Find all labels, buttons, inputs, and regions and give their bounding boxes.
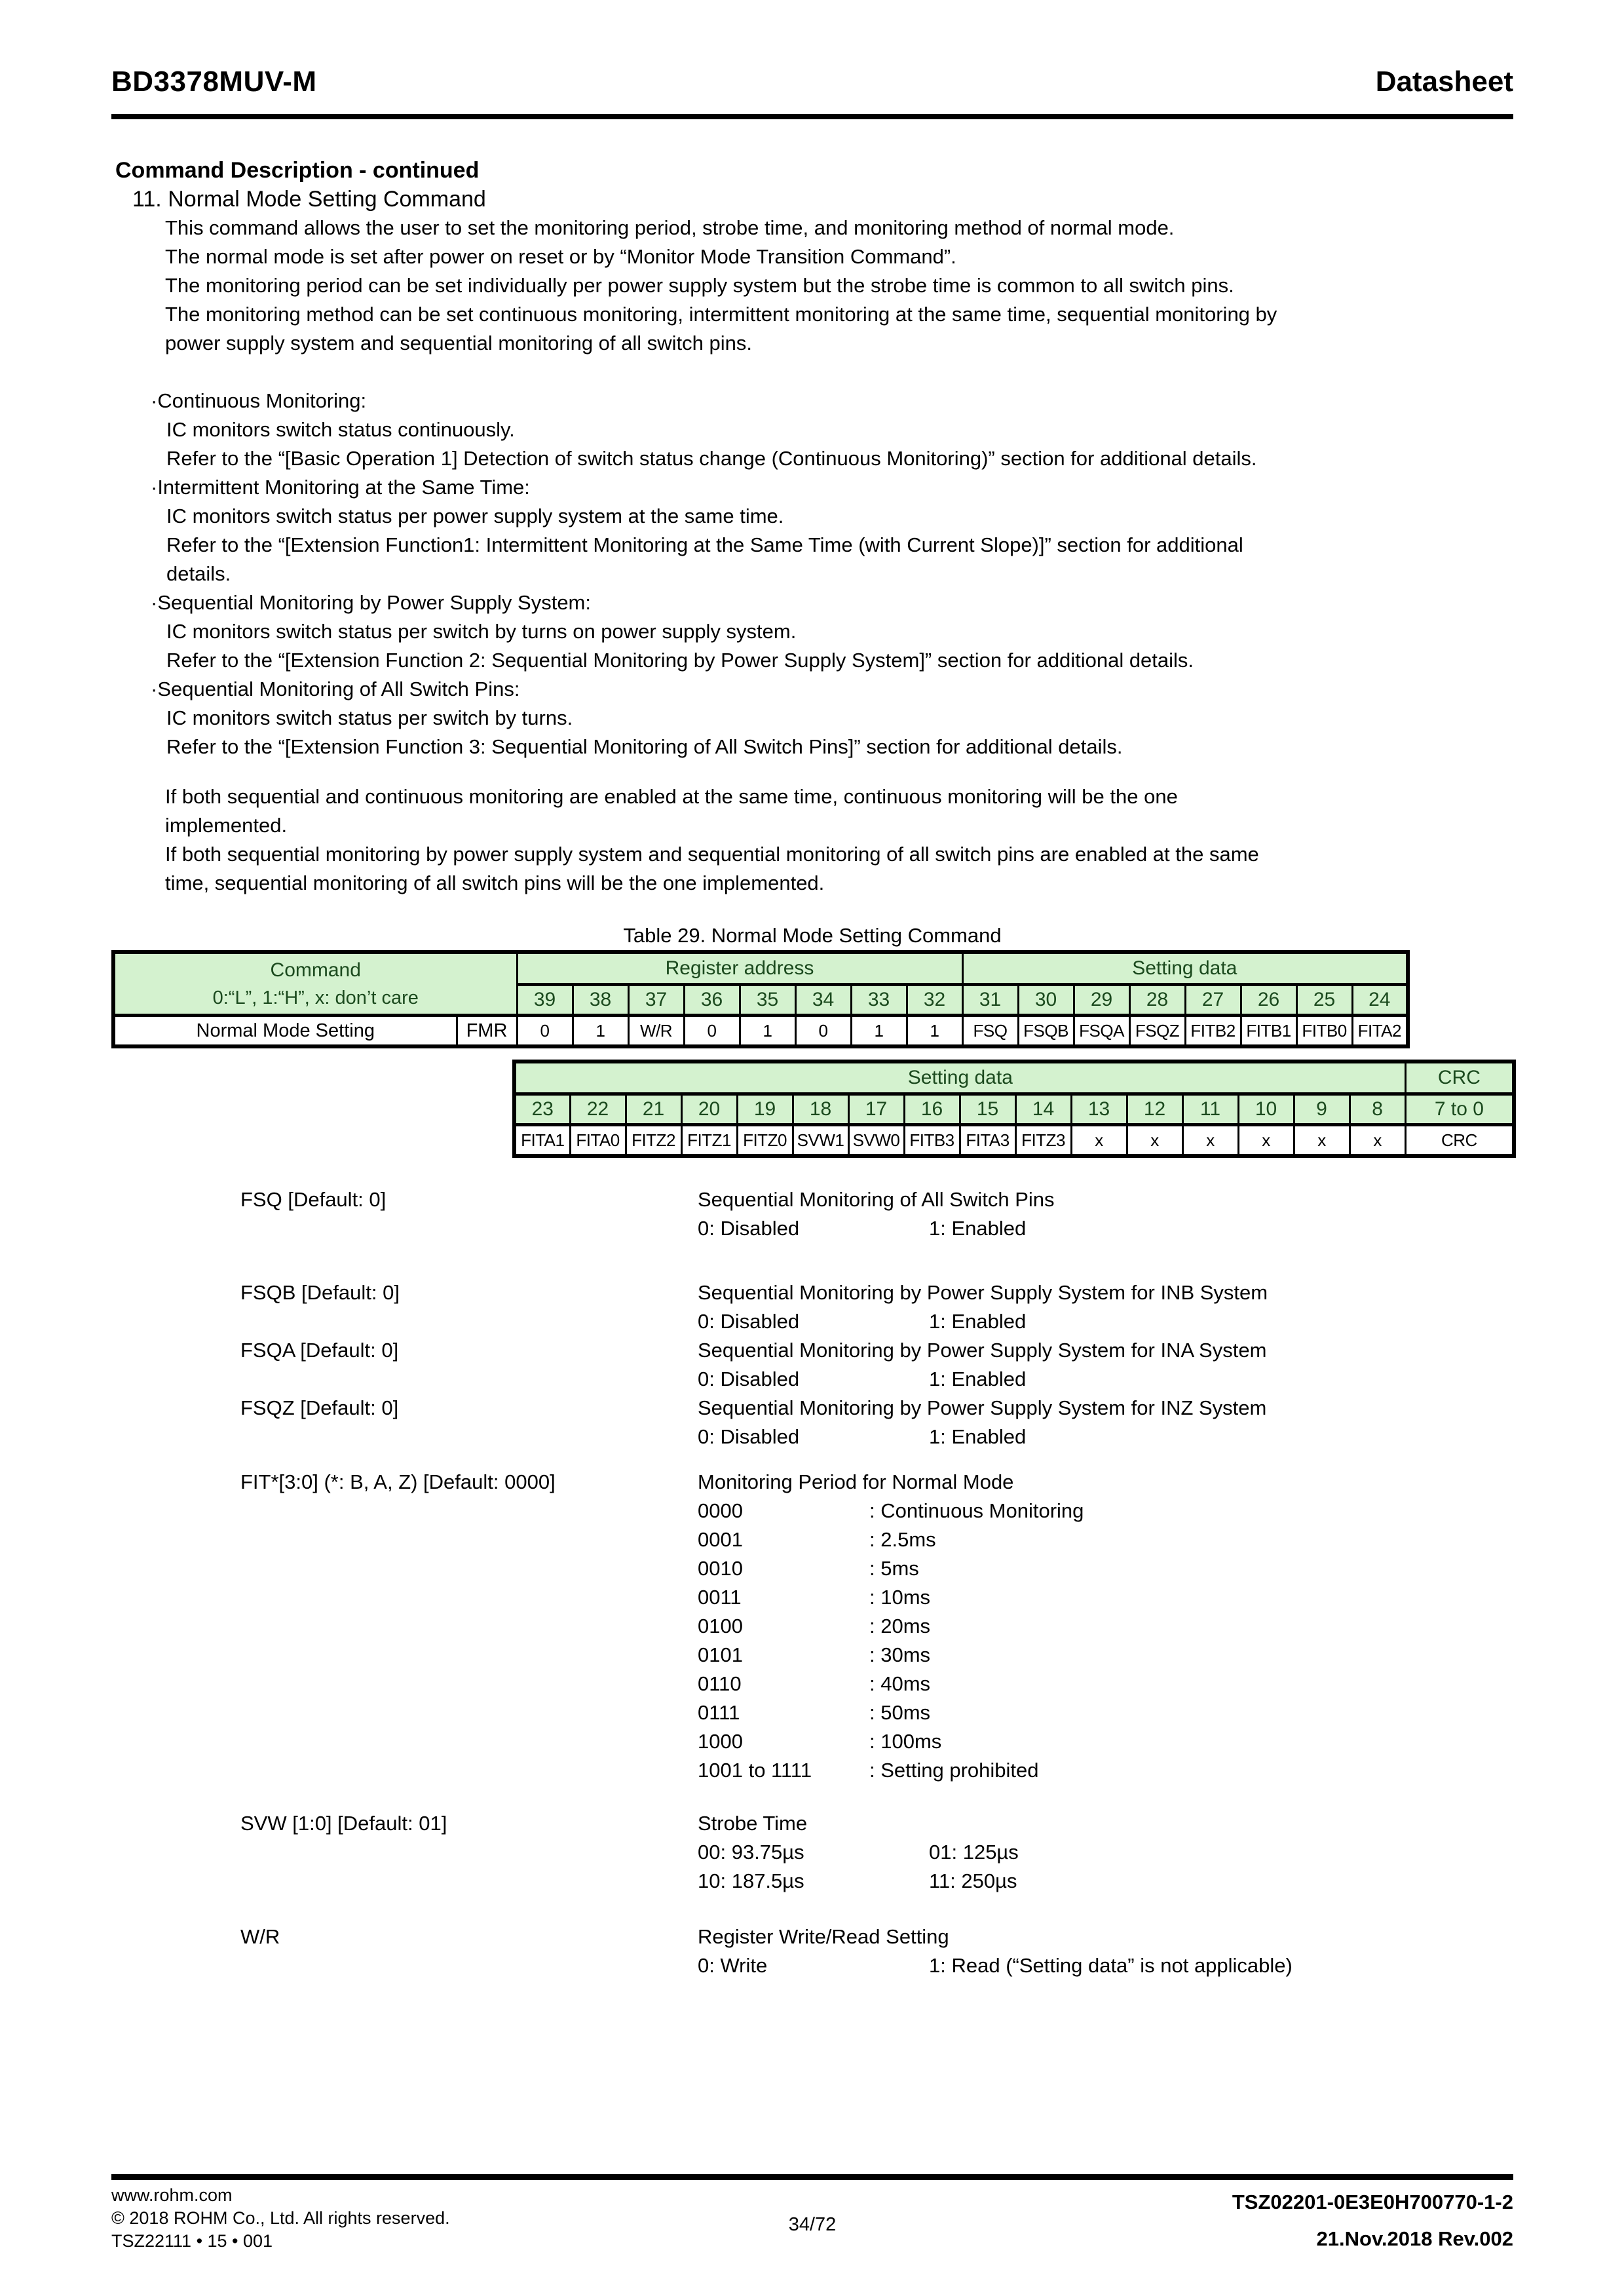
fit-value-row	[698, 1497, 1513, 1525]
fit-value-row	[698, 1698, 1513, 1727]
definition-term: FSQZ [Default: 0]	[240, 1396, 399, 1419]
bit-cell: 16	[904, 1094, 960, 1125]
value-cell: SVW0	[848, 1125, 904, 1157]
note-line: If both sequential monitoring by power supply system and sequential monitoring of all switch pins are enabled at the same	[165, 843, 1259, 866]
value-cell: 0	[684, 1016, 740, 1047]
bit-cell: 18	[793, 1094, 848, 1125]
bit-cell: 10	[1238, 1094, 1294, 1125]
fit-value-row	[698, 1641, 1513, 1670]
table-caption: Table 29. Normal Mode Setting Command	[623, 924, 1002, 947]
footer-row	[111, 2184, 1513, 2253]
fit-label: : 10ms	[869, 1586, 931, 1609]
bullet-item	[111, 675, 1513, 761]
definition-term: FSQ [Default: 0]	[240, 1188, 387, 1211]
value-cell: FITA2	[1352, 1016, 1408, 1047]
intro-line: power supply system and sequential monitoring of all switch pins.	[165, 332, 753, 354]
footer	[111, 2174, 1513, 2253]
bit-cell: 17	[848, 1094, 904, 1125]
bit-cell: 8	[1350, 1094, 1405, 1125]
fit-code: 0111	[698, 1701, 740, 1724]
value-cell: FITZ3	[1015, 1125, 1071, 1157]
command-row-label: Normal Mode Setting	[113, 1016, 457, 1047]
intro-line: The monitoring method can be set continuous monitoring, intermittent monitoring at the same time, sequential monitoring by	[165, 303, 1277, 326]
bit-cell: 36	[684, 985, 740, 1016]
bit-cell: 21	[626, 1094, 681, 1125]
value-cell: 0	[795, 1016, 851, 1047]
fit-value-row	[698, 1727, 1513, 1756]
value-cell: x	[1350, 1125, 1405, 1157]
strobe-option: 11: 250µs	[929, 1869, 1017, 1892]
bit-cell: 34	[795, 985, 851, 1016]
definition-desc: Sequential Monitoring of All Switch Pins	[698, 1188, 1055, 1211]
fit-value-row	[698, 1670, 1513, 1698]
value-cell: FITA0	[570, 1125, 626, 1157]
footer-page-number: 34/72	[788, 2214, 837, 2235]
bit-cell: 14	[1015, 1094, 1071, 1125]
section-title: Command Description - continued	[115, 158, 480, 183]
fit-value-row	[698, 1756, 1513, 1785]
fit-value-row	[698, 1583, 1513, 1612]
value-cell: FITB0	[1296, 1016, 1352, 1047]
strobe-row	[698, 1867, 1513, 1896]
fit-label: : 30ms	[869, 1643, 931, 1666]
definitions-list	[111, 1185, 1513, 1980]
intro-line: The normal mode is set after power on reset or by “Monitor Mode Transition Command”.	[165, 245, 956, 268]
value-cell: FITZ1	[681, 1125, 737, 1157]
note-line: implemented.	[165, 814, 288, 837]
bit-cell: 25	[1296, 985, 1352, 1016]
definition-term: SVW [1:0] [Default: 01]	[240, 1812, 447, 1835]
definition-row-fsqa	[240, 1336, 1513, 1394]
definition-body	[698, 1923, 1513, 1980]
definition-desc: Register Write/Read Setting	[698, 1925, 949, 1948]
bullet-title: ·Continuous Monitoring:	[151, 389, 367, 412]
value-cell: FITZ0	[737, 1125, 793, 1157]
footer-left	[111, 2184, 789, 2253]
fit-code: 0010	[698, 1557, 743, 1580]
definition-row-fsqb	[240, 1278, 1513, 1336]
definition-body	[698, 1336, 1513, 1394]
group-header-setting-data: Setting data	[514, 1062, 1405, 1094]
bullet-line: Refer to the “[Extension Function 3: Sequential Monitoring of All Switch Pins]” section for additional details.	[166, 735, 1123, 758]
definition-desc: Sequential Monitoring by Power Supply System for INA System	[698, 1339, 1267, 1362]
value-cell: x	[1127, 1125, 1182, 1157]
fit-label: : 100ms	[869, 1730, 942, 1753]
value-cell: FITB2	[1185, 1016, 1241, 1047]
option-a: 0: Disabled	[698, 1310, 800, 1333]
definition-row-wr	[240, 1923, 1513, 1980]
note-line: time, sequential monitoring of all switch pins will be the one implemented.	[165, 871, 825, 894]
bullet-line: IC monitors switch status per switch by turns.	[166, 706, 573, 729]
footer-rule	[111, 2174, 1513, 2180]
bullet-line: IC monitors switch status per switch by turns on power supply system.	[166, 620, 797, 643]
fit-code: 0101	[698, 1643, 743, 1666]
value-cell: 1	[907, 1016, 962, 1047]
bullet-title: ·Sequential Monitoring of All Switch Pins:	[151, 678, 520, 700]
definition-term: FIT*[3:0] (*: B, A, Z) [Default: 0000]	[240, 1470, 556, 1493]
intro-paragraph	[165, 214, 1513, 358]
command-table-upper	[111, 950, 1410, 1048]
bullet-line: details.	[166, 562, 231, 585]
fit-label: : 5ms	[869, 1557, 919, 1580]
bit-cell: 31	[962, 985, 1018, 1016]
command-header-title: Command	[270, 959, 361, 981]
bit-cell: 9	[1294, 1094, 1350, 1125]
bullet-line: Refer to the “[Basic Operation 1] Detection of switch status change (Continuous Monitoring)” section for additional details.	[166, 447, 1257, 470]
bit-cell: 28	[1129, 985, 1185, 1016]
fit-code: 1001 to 1111	[698, 1759, 812, 1782]
bit-cell: 38	[573, 985, 628, 1016]
value-cell: SVW1	[793, 1125, 848, 1157]
definition-desc: Sequential Monitoring by Power Supply System for INB System	[698, 1281, 1268, 1304]
group-header-register-address: Register address	[517, 952, 962, 985]
bullet-line: IC monitors switch status continuously.	[166, 418, 515, 441]
option-b: 1: Read (“Setting data” is not applicable)	[929, 1954, 1293, 1977]
definition-body	[698, 1278, 1513, 1336]
definition-body	[698, 1394, 1513, 1451]
value-cell: FITB3	[904, 1125, 960, 1157]
bit-cell: 12	[1127, 1094, 1182, 1125]
bit-cell: 11	[1182, 1094, 1238, 1125]
bit-cell: 29	[1074, 985, 1129, 1016]
footer-revision: 21.Nov.2018 Rev.002	[1316, 2227, 1513, 2250]
value-cell: FITB1	[1241, 1016, 1296, 1047]
definition-row-fsqz	[240, 1394, 1513, 1451]
definition-row-fsq	[240, 1185, 1513, 1243]
fit-code: 0011	[698, 1586, 742, 1609]
doc-type-label: Datasheet	[1375, 66, 1513, 98]
bit-cell: 15	[960, 1094, 1015, 1125]
bit-cell: 39	[517, 985, 573, 1016]
bit-cell: 24	[1352, 985, 1408, 1016]
option-b: 1: Enabled	[929, 1368, 1027, 1390]
definition-body	[698, 1185, 1513, 1243]
definition-body	[698, 1809, 1513, 1896]
bit-cell: 35	[740, 985, 795, 1016]
command-header-note: 0:“L”, 1:“H”, x: don’t care	[212, 987, 419, 1008]
definition-desc: Monitoring Period for Normal Mode	[698, 1470, 1014, 1493]
command-table-lower	[512, 1060, 1516, 1158]
definition-desc: Strobe Time	[698, 1812, 808, 1835]
fit-code: 0110	[698, 1672, 742, 1695]
definition-row-fit	[240, 1468, 1513, 1785]
value-cell: 1	[740, 1016, 795, 1047]
fit-label: : 20ms	[869, 1615, 931, 1637]
header-bar	[111, 66, 1513, 102]
bit-cell: 13	[1071, 1094, 1127, 1125]
command-header-cell	[113, 952, 517, 1016]
crc-bits-cell: 7 to 0	[1405, 1094, 1514, 1125]
value-cell: FSQZ	[1129, 1016, 1185, 1047]
value-cell: x	[1294, 1125, 1350, 1157]
group-header-setting-data: Setting data	[962, 952, 1408, 985]
value-cell: FSQA	[1074, 1016, 1129, 1047]
notes-paragraph	[165, 782, 1513, 898]
fit-label: : 50ms	[869, 1701, 931, 1724]
fit-value-row	[698, 1612, 1513, 1641]
definition-options	[698, 1951, 1513, 1980]
strobe-option: 00: 93.75µs	[698, 1841, 804, 1864]
note-line: If both sequential and continuous monitoring are enabled at the same time, continuous monitoring will be the one	[165, 785, 1178, 808]
bullet-item	[111, 473, 1513, 588]
intro-line: This command allows the user to set the monitoring period, strobe time, and monitoring method of normal mode.	[165, 216, 1175, 239]
value-cell: x	[1071, 1125, 1127, 1157]
definition-term: FSQB [Default: 0]	[240, 1281, 400, 1304]
definition-options	[698, 1307, 1513, 1336]
value-cell: FMR	[457, 1016, 517, 1047]
fit-code: 1000	[698, 1730, 743, 1753]
bit-cell: 32	[907, 985, 962, 1016]
definition-desc: Sequential Monitoring by Power Supply System for INZ System	[698, 1396, 1267, 1419]
bullet-item	[111, 588, 1513, 675]
value-cell: 1	[573, 1016, 628, 1047]
fit-label: : 40ms	[869, 1672, 931, 1695]
bullet-title: ·Intermittent Monitoring at the Same Time:	[151, 476, 530, 499]
definition-body	[698, 1468, 1513, 1785]
definition-row-svw	[240, 1809, 1513, 1896]
value-cell: x	[1238, 1125, 1294, 1157]
definition-options	[698, 1365, 1513, 1394]
bullet-line: IC monitors switch status per power supply system at the same time.	[166, 505, 784, 527]
definition-options	[698, 1423, 1513, 1451]
fit-label: : 2.5ms	[869, 1528, 936, 1551]
footer-code: TSZ22111 • 15 • 001	[111, 2231, 273, 2251]
value-cell: W/R	[628, 1016, 684, 1047]
strobe-option: 01: 125µs	[929, 1841, 1019, 1864]
bit-cell: 33	[851, 985, 907, 1016]
bullet-line: Refer to the “[Extension Function 2: Sequential Monitoring by Power Supply System]” section for additional details.	[166, 649, 1194, 672]
value-cell: 0	[517, 1016, 573, 1047]
fit-value-row	[698, 1554, 1513, 1583]
bit-cell: 23	[514, 1094, 570, 1125]
strobe-row	[698, 1838, 1513, 1867]
bullet-title: ·Sequential Monitoring by Power Supply System:	[151, 591, 591, 614]
fit-code: 0100	[698, 1615, 743, 1637]
fit-label: : Setting prohibited	[869, 1759, 1039, 1782]
fit-code: 0000	[698, 1499, 743, 1522]
bit-number-row	[514, 1094, 1514, 1125]
option-a: 0: Disabled	[698, 1217, 800, 1240]
bit-cell: 30	[1018, 985, 1074, 1016]
footer-doc-number: TSZ02201-0E3E0H700770-1-2	[1232, 2191, 1513, 2213]
fit-value-row	[698, 1525, 1513, 1554]
option-a: 0: Write	[698, 1954, 768, 1977]
fit-label: : Continuous Monitoring	[869, 1499, 1084, 1522]
bit-cell: 26	[1241, 985, 1296, 1016]
value-cell: FSQB	[1018, 1016, 1074, 1047]
bit-cell: 19	[737, 1094, 793, 1125]
bit-cell: 20	[681, 1094, 737, 1125]
crc-value-cell: CRC	[1405, 1125, 1514, 1157]
intro-line: The monitoring period can be set individually per power supply system but the strobe time is common to all switch pins.	[165, 274, 1234, 297]
value-cell: FITA3	[960, 1125, 1015, 1157]
value-cell: FSQ	[962, 1016, 1018, 1047]
option-b: 1: Enabled	[929, 1425, 1027, 1448]
option-b: 1: Enabled	[929, 1217, 1027, 1240]
fit-code: 0001	[698, 1528, 743, 1551]
value-cell: x	[1182, 1125, 1238, 1157]
option-b: 1: Enabled	[929, 1310, 1027, 1333]
subsection-title: 11. Normal Mode Setting Command	[132, 187, 486, 212]
bit-cell: 37	[628, 985, 684, 1016]
value-cell: FITA1	[514, 1125, 570, 1157]
bullet-item	[111, 387, 1513, 473]
group-header-crc: CRC	[1405, 1062, 1514, 1094]
command-value-row	[514, 1125, 1514, 1157]
option-a: 0: Disabled	[698, 1425, 800, 1448]
definition-term: FSQA [Default: 0]	[240, 1339, 399, 1362]
bullet-line: Refer to the “[Extension Function1: Intermittent Monitoring at the Same Time (with Current Slope)]” section for additional	[166, 533, 1243, 556]
definition-term: W/R	[240, 1925, 280, 1948]
strobe-option: 10: 187.5µs	[698, 1869, 804, 1892]
value-cell: 1	[851, 1016, 907, 1047]
footer-copyright: © 2018 ROHM Co., Ltd. All rights reserved.	[111, 2208, 450, 2228]
footer-site: www.rohm.com	[111, 2185, 233, 2205]
definition-options	[698, 1214, 1513, 1243]
option-a: 0: Disabled	[698, 1368, 800, 1390]
part-number: BD3378MUV-M	[111, 66, 317, 98]
header-rule	[111, 114, 1513, 119]
command-value-row	[113, 1016, 1408, 1047]
footer-right	[836, 2184, 1513, 2253]
bit-cell: 22	[570, 1094, 626, 1125]
monitoring-list	[111, 387, 1513, 761]
bit-cell: 27	[1185, 985, 1241, 1016]
value-cell: FITZ2	[626, 1125, 681, 1157]
